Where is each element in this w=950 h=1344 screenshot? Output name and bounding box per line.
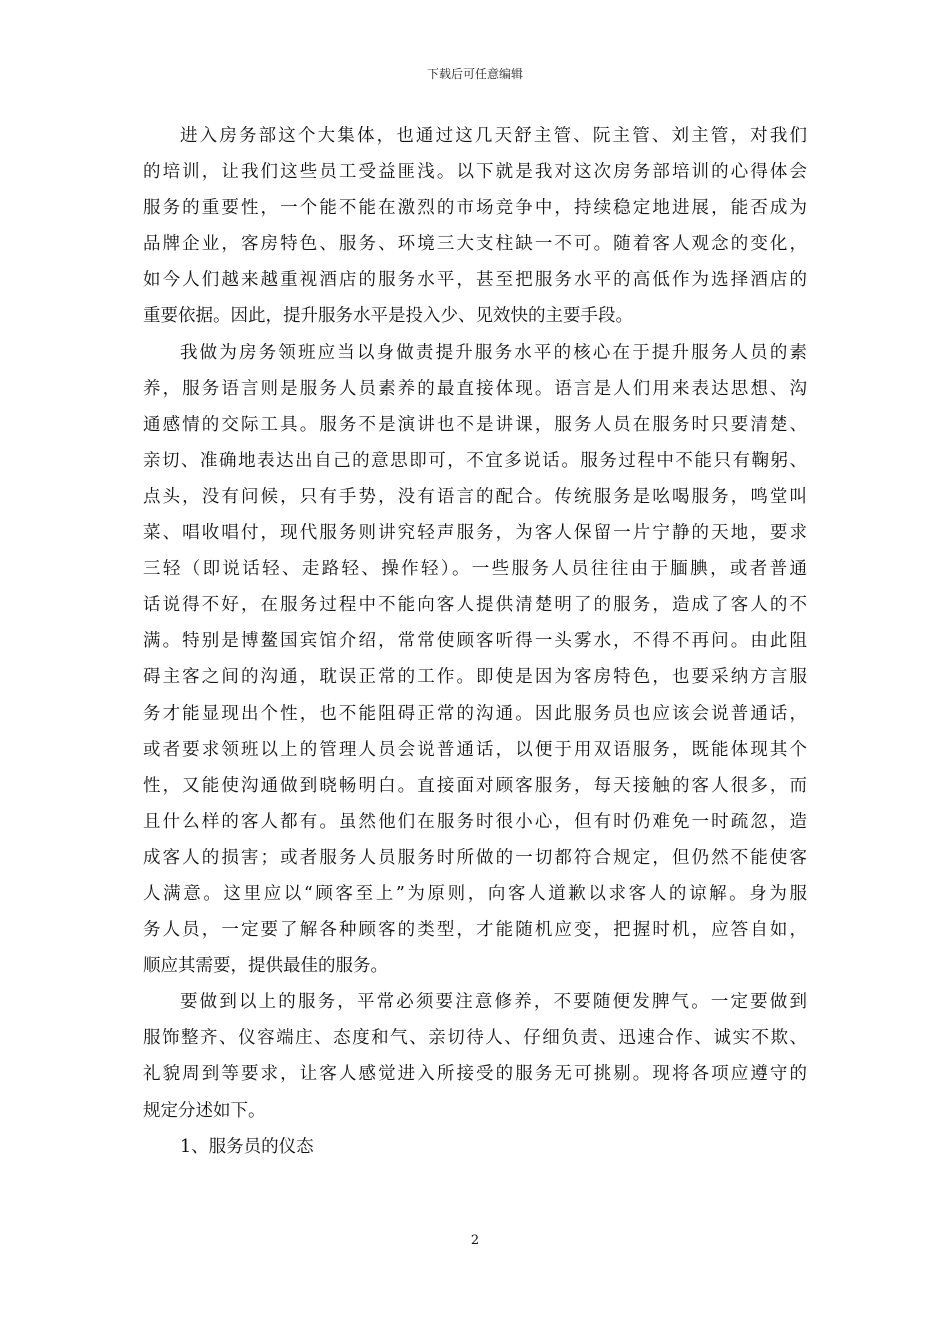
body-line-paragraph-1-start: 进入房务部这个大集体，也通过这几天舒主管、阮主管、刘主管，对我们	[180, 126, 807, 146]
body-line: 品牌企业，客房特色、服务、环境三大支柱缺一不可。随着客人观念的变化，	[143, 234, 807, 255]
body-line: 且什么样的客人都有。虽然他们在服务时很小心，但有时仍难免一时疏忽，造	[143, 811, 807, 832]
section-heading: 1、服务员的仪态	[180, 1136, 314, 1157]
body-line-paragraph-3-start: 要做到以上的服务，平常必须要注意修养，不要随便发脾气。一定要做到	[180, 992, 807, 1013]
body-line: 人满意。这里应以“顾客至上”为原则，向客人道歉以求客人的谅解。身为服	[143, 883, 807, 904]
body-line: 务人员，一定要了解各种顾客的类型，才能随机应变，把握时机，应答自如，	[143, 920, 807, 941]
body-line: 养，服务语言则是服务人员素养的最直接体现。语言是人们用来表达思想、沟	[143, 378, 807, 399]
body-line-paragraph-2-start: 我做为房务领班应当以身做责提升服务水平的核心在于提升服务人员的素	[180, 342, 807, 363]
body-line: 如今人们越来越重视酒店的服务水平，甚至把服务水平的高低作为选择酒店的	[143, 270, 807, 291]
body-line: 或者要求领班以上的管理人员会说普通话，以便于用双语服务，既能体现其个	[143, 739, 807, 760]
body-line: 成客人的损害；或者服务人员服务时所做的一切都符合规定，但仍然不能使客	[143, 847, 807, 868]
body-line: 碍主客之间的沟通，耽误正常的工作。即使是因为客房特色，也要采纳方言服	[143, 667, 807, 688]
body-line: 务才能显现出个性，也不能阻碍正常的沟通。因此服务员也应该会说普通话，	[143, 703, 807, 724]
body-line: 亲切、准确地表达出自己的意思即可，不宜多说话。服务过程中不能只有鞠躬、	[143, 450, 807, 471]
body-line: 话说得不好，在服务过程中不能向客人提供清楚明了的服务，造成了客人的不	[143, 595, 807, 616]
body-line: 菜、唱收唱付，现代服务则讲究轻声服务，为客人保留一片宁静的天地，要求	[143, 523, 807, 544]
body-line: 点头，没有问候，只有手势，没有语言的配合。传统服务是吆喝服务，鸣堂叫	[143, 486, 807, 507]
body-line: 的培训，让我们这些员工受益匪浅。以下就是我对这次房务部培训的心得体会	[143, 162, 807, 183]
body-line: 通感情的交际工具。服务不是演讲也不是讲课，服务人员在服务时只要清楚、	[143, 414, 807, 435]
body-line: 重要依据。因此，提升服务水平是投入少、见效快的主要手段。	[143, 306, 633, 327]
body-line: 规定分述如下。	[143, 1100, 266, 1121]
body-line: 服饰整齐、仪容端庄、态度和气、亲切待人、仔细负责、迅速合作、诚实不欺、	[143, 1028, 807, 1049]
page-header: 下载后可任意编辑	[426, 67, 523, 81]
page-number: 2	[470, 1233, 480, 1248]
body-line: 服务的重要性，一个能不能在激烈的市场竞争中，持续稳定地进展，能否成为	[143, 198, 807, 219]
body-line: 三轻（即说话轻、走路轻、操作轻）。一些服务人员往往由于腼腆，或者普通	[143, 559, 807, 580]
body-line: 顺应其需要，提供最佳的服务。	[143, 956, 388, 977]
document-body	[143, 118, 807, 1165]
body-line: 礼貌周到等要求，让客人感觉进入所接受的服务无可挑剔。现将各项应遵守的	[143, 1064, 807, 1085]
body-line: 满。特别是博鳌国宾馆介绍，常常使顾客听得一头雾水，不得不再问。由此阻	[143, 631, 807, 652]
body-line: 性，又能使沟通做到晓畅明白。直接面对顾客服务，每天接触的客人很多，而	[143, 775, 807, 796]
